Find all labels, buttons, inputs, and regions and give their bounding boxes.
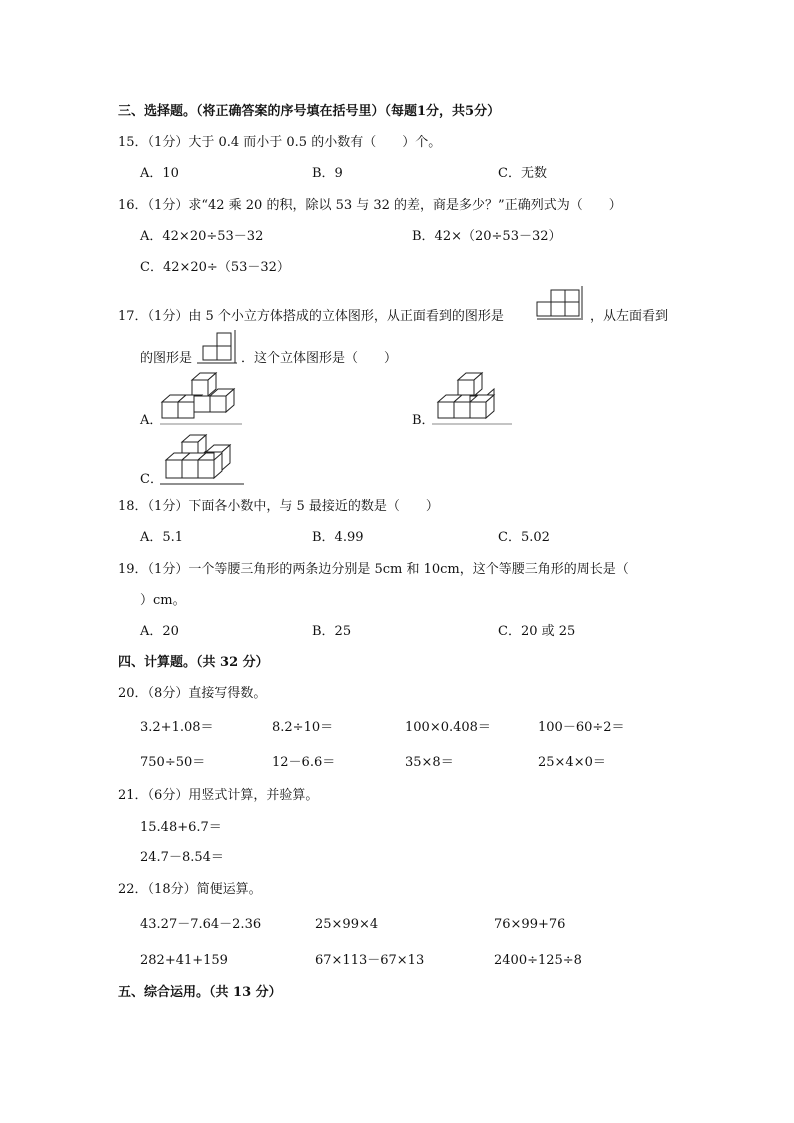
q18-option-b: B．4.99 bbox=[312, 530, 364, 545]
q17-option-b: B． bbox=[412, 413, 435, 428]
q17-option-a-figure bbox=[160, 368, 250, 428]
question-21-stem: 21．（6分）用竖式计算，并验算。 bbox=[118, 788, 319, 803]
question-17-stem-part2: ，从左面看到 bbox=[590, 309, 669, 324]
q15-option-b: B．9 bbox=[312, 166, 343, 181]
q16-option-a: A．42×20÷53－32 bbox=[140, 229, 264, 244]
q20-expression: 100－60÷2＝ bbox=[538, 720, 625, 735]
q19-option-c: C．20 或 25 bbox=[498, 624, 576, 639]
q20-expression: 35×8＝ bbox=[405, 755, 454, 770]
q22-expression: 43.27－7.64－2.36 bbox=[140, 917, 262, 932]
q22-expression: 76×99+76 bbox=[494, 917, 566, 932]
section-3-title: 三、选择题。（将正确答案的序号填在括号里）（每题1分，共5分） bbox=[118, 104, 501, 119]
q21-expression: 15.48+6.7＝ bbox=[140, 820, 222, 835]
q20-expression: 8.2÷10＝ bbox=[272, 720, 334, 735]
left-view-figure bbox=[197, 330, 241, 366]
question-15-stem: 15．（1分）大于 0.4 而小于 0.5 的小数有（ ）个。 bbox=[118, 135, 442, 150]
q18-option-a: A．5.1 bbox=[140, 530, 184, 545]
q22-expression: 67×113－67×13 bbox=[315, 953, 425, 968]
question-20-stem: 20．（8分）直接写得数。 bbox=[118, 686, 267, 701]
q17-option-b-figure bbox=[432, 368, 522, 428]
q18-option-c: C．5.02 bbox=[498, 530, 550, 545]
q22-expression: 25×99×4 bbox=[315, 917, 379, 932]
q22-expression: 2400÷125÷8 bbox=[494, 953, 582, 968]
q17-option-c-figure bbox=[160, 428, 250, 490]
q20-expression: 12－6.6＝ bbox=[272, 755, 336, 770]
q16-option-b: B．42×（20÷53－32） bbox=[412, 229, 562, 244]
question-17-stem-part4: ．这个立体图形是（ ） bbox=[241, 351, 398, 366]
q20-expression: 750÷50＝ bbox=[140, 755, 206, 770]
question-22-stem: 22．（18分）简便运算。 bbox=[118, 882, 262, 897]
question-19-stem-part2: ）cm。 bbox=[140, 593, 186, 608]
question-17-stem-part1: 17．（1分）由 5 个小立方体搭成的立体图形，从正面看到的图形是 bbox=[118, 309, 504, 324]
question-18-stem: 18．（1分）下面各小数中，与 5 最接近的数是（ ） bbox=[118, 499, 439, 514]
question-16-stem: 16．（1分）求“42 乘 20 的积，除以 53 与 32 的差，商是多少？”正确列式为（ ） bbox=[118, 198, 622, 213]
question-17-stem-part3: 的图形是 bbox=[140, 351, 193, 366]
q19-option-b: B．25 bbox=[312, 624, 352, 639]
q20-expression: 3.2+1.08＝ bbox=[140, 720, 214, 735]
question-19-stem-part1: 19．（1分）一个等腰三角形的两条边分别是 5cm 和 10cm，这个等腰三角形的周长是（ bbox=[118, 562, 629, 577]
q15-option-c: C．无数 bbox=[498, 166, 547, 181]
q16-option-c: C．42×20÷（53－32） bbox=[140, 260, 290, 275]
q20-expression: 25×4×0＝ bbox=[538, 755, 606, 770]
section-5-title: 五、综合运用。（共 13 分） bbox=[118, 985, 282, 1000]
q15-option-a: A．10 bbox=[140, 166, 179, 181]
section-4-title: 四、计算题。（共 32 分） bbox=[118, 655, 269, 670]
q17-option-c: C． bbox=[140, 472, 163, 487]
q21-expression: 24.7－8.54＝ bbox=[140, 850, 224, 865]
q17-option-a: A． bbox=[140, 413, 163, 428]
front-view-figure bbox=[537, 286, 587, 322]
q22-expression: 282+41+159 bbox=[140, 953, 228, 968]
q20-expression: 100×0.408＝ bbox=[405, 720, 491, 735]
q19-option-a: A．20 bbox=[140, 624, 179, 639]
